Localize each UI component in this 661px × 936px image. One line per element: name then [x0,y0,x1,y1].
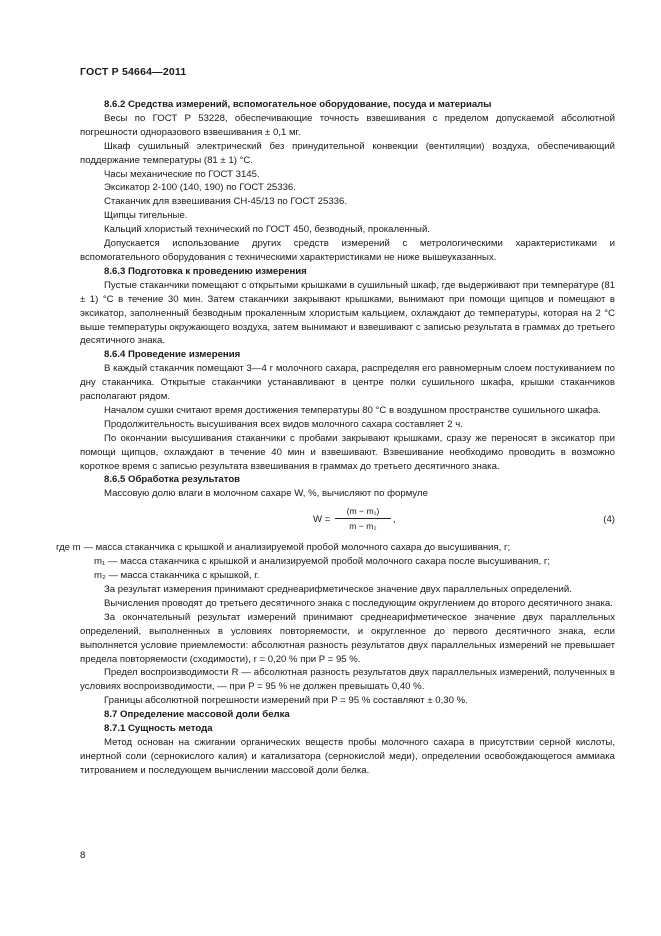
paragraph: Часы механические по ГОСТ 3145. [104,168,260,180]
formula-number: (4) [603,514,615,526]
paragraph: Массовую долю влаги в молочном сахаре W, %, вычисляют по формуле [104,488,428,500]
paragraph: Весы по ГОСТ Р 53228, обеспечивающие точность взвешивания с пределом допускаемой абсолютной погрешности одноразового взвешивания ± 0,1 мг. [80,112,615,138]
fraction-bar [335,518,391,519]
section-heading-8-6-2: 8.6.2 Средства измерений, вспомогательное оборудование, посуда и материалы [104,99,492,110]
paragraph: Допускается использование других средств измерений с метрологическими характеристиками и вспомогательного оборудования с техническими характеристиками не ниже вышеуказанных. [80,238,615,263]
paragraph: Предел воспроизводимости R — абсолютная разность результатов двух параллельных измерений, полученных в условиях воспроизводимости, — при P = 95 % не должен превышать 0,40 %. [80,667,615,693]
paragraph: Кальций хлористый технический по ГОСТ 450, безводный, прокаленный. [104,224,430,236]
formula-legend [56,541,615,583]
formula-denominator: m − m₂ [349,521,377,532]
paragraph: Метод основан на сжигании органических веществ пробы молочного сахара в присутствии серной кислоты, инертной соли (сернокислого калия) и катализатора (сернокислой меди), определении освобождающегося аммиака титрованием и последующем вычислении массовой доли белка. [80,736,615,776]
paragraph: Шкаф сушильный электрический без принудительной конвекции (вентиляции) воздуха, обеспечивающий поддержание температуры (81 ± 1) °С. [80,140,615,166]
formula-comma: , [393,514,396,526]
paragraph: Границы абсолютной погрешности измерений при P = 95 % составляют ± 0,30 %. [104,695,468,707]
paragraph: По окончании высушивания стаканчики с пробами закрывают крышками, сразу же переносят в эксикатор при помощи щипцов, охлаждают в течение 40 мин и взвешивают. Взвешивание необходимо проводить в возможно короткое время с записью результата взвешивания в граммах до третьего десятичного знака. [80,432,615,472]
paragraph: Вычисления проводят до третьего десятичного знака с последующим округлением до второго десятичного знака. [104,597,613,609]
legend-item: m₂ — масса стаканчика с крышкой, г. [94,570,260,582]
paragraph: Продолжительность высушивания всех видов молочного сахара составляет 2 ч. [104,418,463,430]
section-heading-8-7: 8.7 Определение массовой доли белка [104,709,290,721]
formula-fraction [335,505,391,532]
formula-numerator: (m − m₁) [346,506,380,517]
legend-item: m₁ — масса стаканчика с крышкой и анализируемой пробой молочного сахара после высушивания, г; [94,556,551,568]
section-heading-8-7-1: 8.7.1 Сущность метода [104,723,213,735]
paragraph: Щипцы тигельные. [104,210,188,222]
legend-item: где m — масса стаканчика с крышкой и анализируемой пробой молочного сахара до высушивания, г; [56,542,511,554]
page-number: 8 [80,850,86,861]
section-heading-8-6-5: 8.6.5 Обработка результатов [104,474,241,486]
paragraph: Стаканчик для взвешивания СН-45/13 по ГОСТ 25336. [104,196,347,208]
paragraph: Эксикатор 2-100 (140, 190) по ГОСТ 25336. [104,182,296,194]
paragraph: В каждый стаканчик помещают 3—4 г молочного сахара, распределяя его равномерным слоем постукиванием по дну стаканчика. Открытые стаканчики устанавливают в центре полки сушильного шкафа, крышки стаканчиков располагают рядом. [80,363,615,403]
paragraph: Пустые стаканчики помещают с открытыми крышками в сушильный шкаф, где выдерживают при температуре (81 ± 1) °С в течение 30 мин. Затем стаканчики закрывают крышками, вынимают при помощи щипцов и помещают в эксикатор, заполненный безводным прокаленным хлористым кальцием, охлаждают до температуры, которая на 2 °С выше температуры окружающего воздуха, затем вынимают и взвешивают с записью результата в граммах до третьего десятичного знака. [80,279,615,347]
formula-4 [80,501,615,541]
paragraph: За окончательный результат измерений принимают среднеарифметическое значение двух параллельных определений, выполненных в условиях повторяемости, и округленное до первого десятичного знака, если выполняется условие приемлемости: абсолютная разность результатов двух параллельных измерений не превышает предела повторяемости (сходимости), r = 0,20 % при P = 95 %. [80,611,615,665]
section-heading-8-6-4: 8.6.4 Проведение измерения [104,349,241,361]
section-heading-8-6-3: 8.6.3 Подготовка к проведению измерения [104,265,307,277]
paragraph: Началом сушки считают время достижения температуры 80 °С в воздушном пространстве сушильного шкафа. [104,404,601,416]
formula-lhs: W = [313,514,331,526]
paragraph: За результат измерения принимают среднеарифметическое значение двух параллельных определений. [104,584,572,595]
document-header: ГОСТ Р 54664—2011 [80,66,187,78]
document-body [56,98,615,778]
